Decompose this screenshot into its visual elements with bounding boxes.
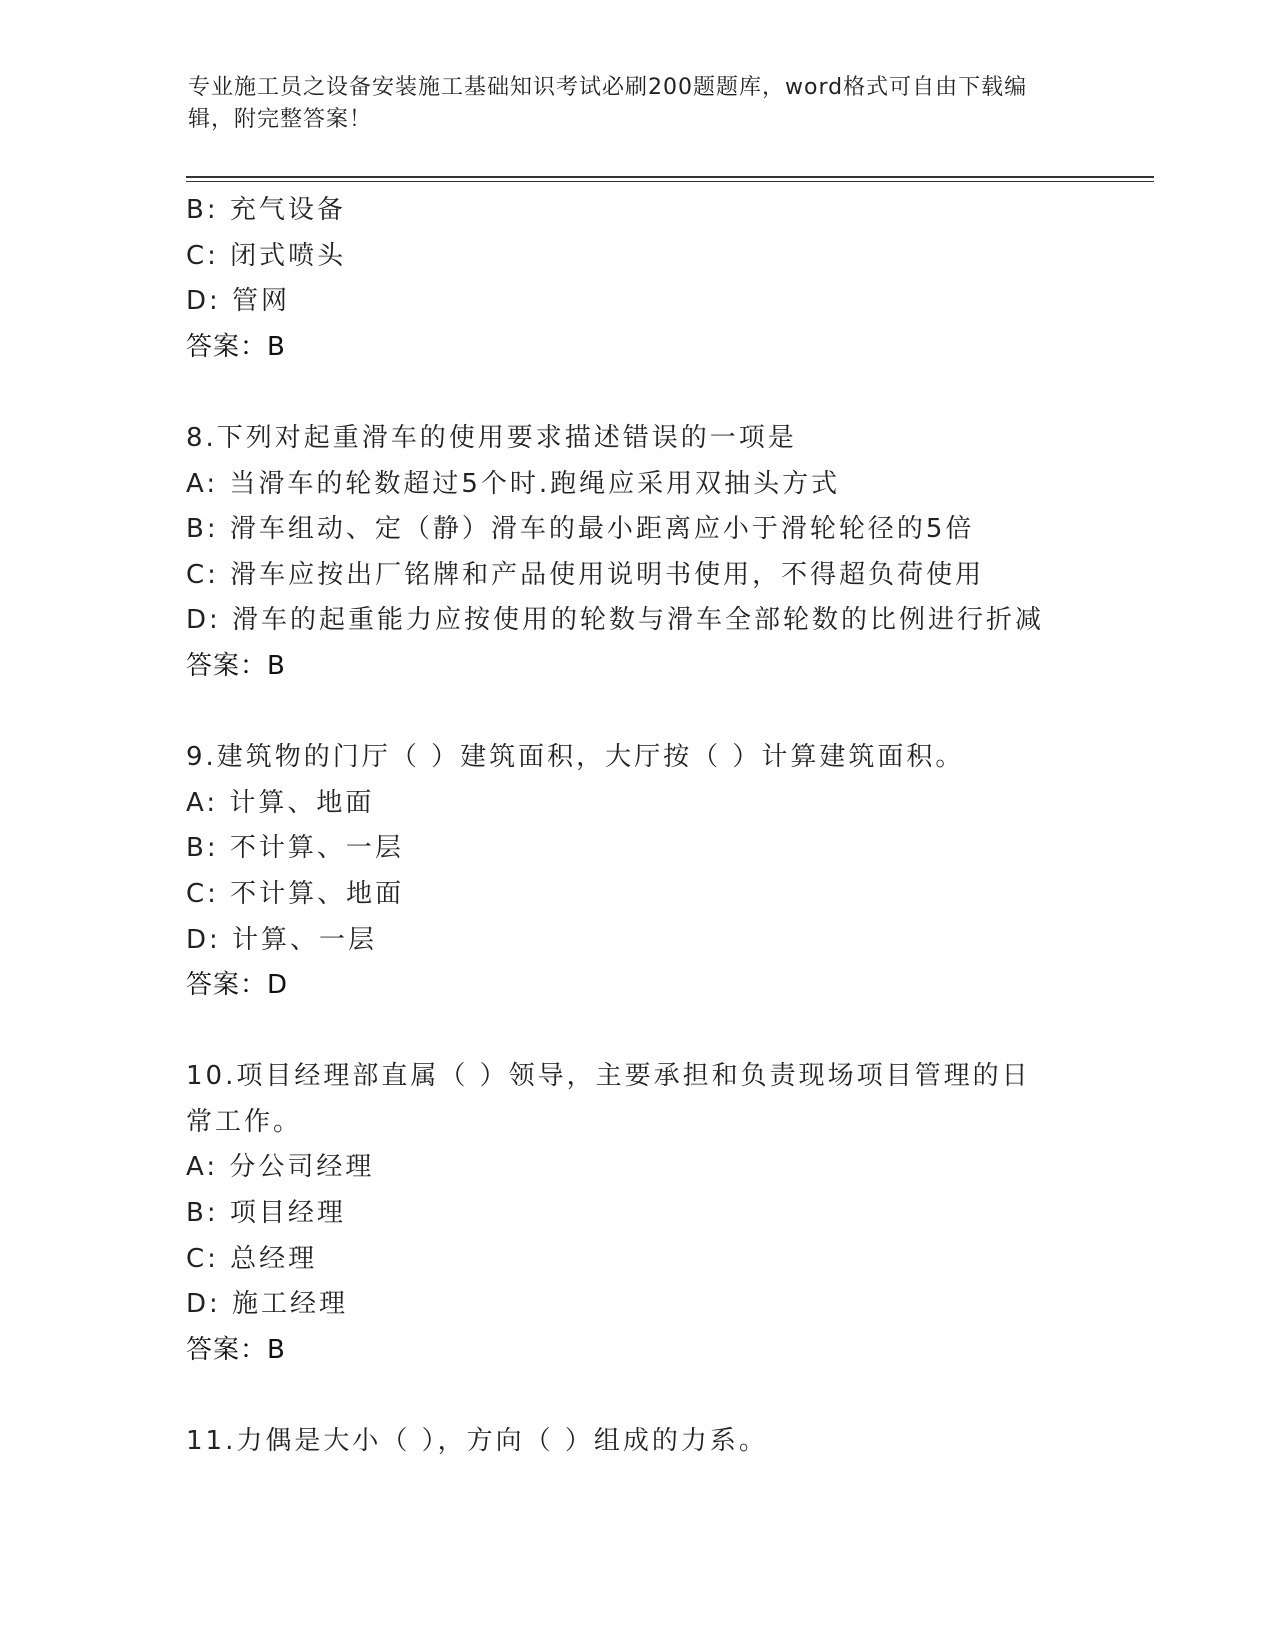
question-stem: 9.建筑物的门厅（ ）建筑面积，大厅按（ ）计算建筑面积。 [186, 742, 965, 773]
option-c: C: 总经理 [186, 1243, 318, 1274]
question-stem: 11.力偶是大小（ ），方向（ ）组成的力系。 [186, 1426, 768, 1457]
option-c: C: 闭式喷头 [186, 240, 347, 271]
question-block-11 [186, 1419, 1086, 1465]
spacer [186, 1373, 1086, 1419]
question-block-9 [186, 735, 1086, 1009]
spacer [186, 370, 1086, 416]
option-b: B: 项目经理 [186, 1198, 346, 1229]
question-stem: 10.项目经理部直属（ ）领导，主要承担和负责现场项目管理的日常工作。 [186, 1061, 1031, 1137]
question-block-8 [186, 416, 1086, 690]
option-c: C: 不计算、地面 [186, 878, 405, 909]
option-a: A: 计算、地面 [186, 787, 375, 818]
option-a: A: 分公司经理 [186, 1152, 375, 1183]
spacer [186, 690, 1086, 736]
option-b: B: 不计算、一层 [186, 833, 404, 864]
header-divider-thin [186, 181, 1154, 182]
option-a: A: 当滑车的轮数超过5个时.跑绳应采用双抽头方式 [186, 468, 841, 499]
question-list [186, 188, 1086, 1465]
question-block-previous [186, 188, 1086, 370]
page-header: 专业施工员之设备安装施工基础知识考试必刷200题题库，word格式可自由下载编辑，附完整答案！ [188, 75, 1028, 132]
option-d: D: 施工经理 [186, 1289, 349, 1320]
question-block-10 [186, 1054, 1086, 1373]
option-d: D: 管网 [186, 286, 291, 317]
answer-line: 答案：D [186, 970, 289, 1001]
answer-line: 答案：B [186, 331, 286, 362]
question-stem: 8.下列对起重滑车的使用要求描述错误的一项是 [186, 422, 797, 453]
spacer [186, 1009, 1086, 1055]
answer-line: 答案：B [186, 650, 286, 681]
answer-line: 答案：B [186, 1334, 286, 1365]
option-c: C: 滑车应按出厂铭牌和产品使用说明书使用，不得超负荷使用 [186, 559, 985, 590]
option-b: B: 滑车组动、定（静）滑车的最小距离应小于滑轮轮径的5倍 [186, 514, 975, 545]
option-d: D: 滑车的起重能力应按使用的轮数与滑车全部轮数的比例进行折减 [186, 605, 1045, 636]
option-d: D: 计算、一层 [186, 924, 378, 955]
header-divider [186, 176, 1154, 178]
option-b: B: 充气设备 [186, 195, 346, 225]
